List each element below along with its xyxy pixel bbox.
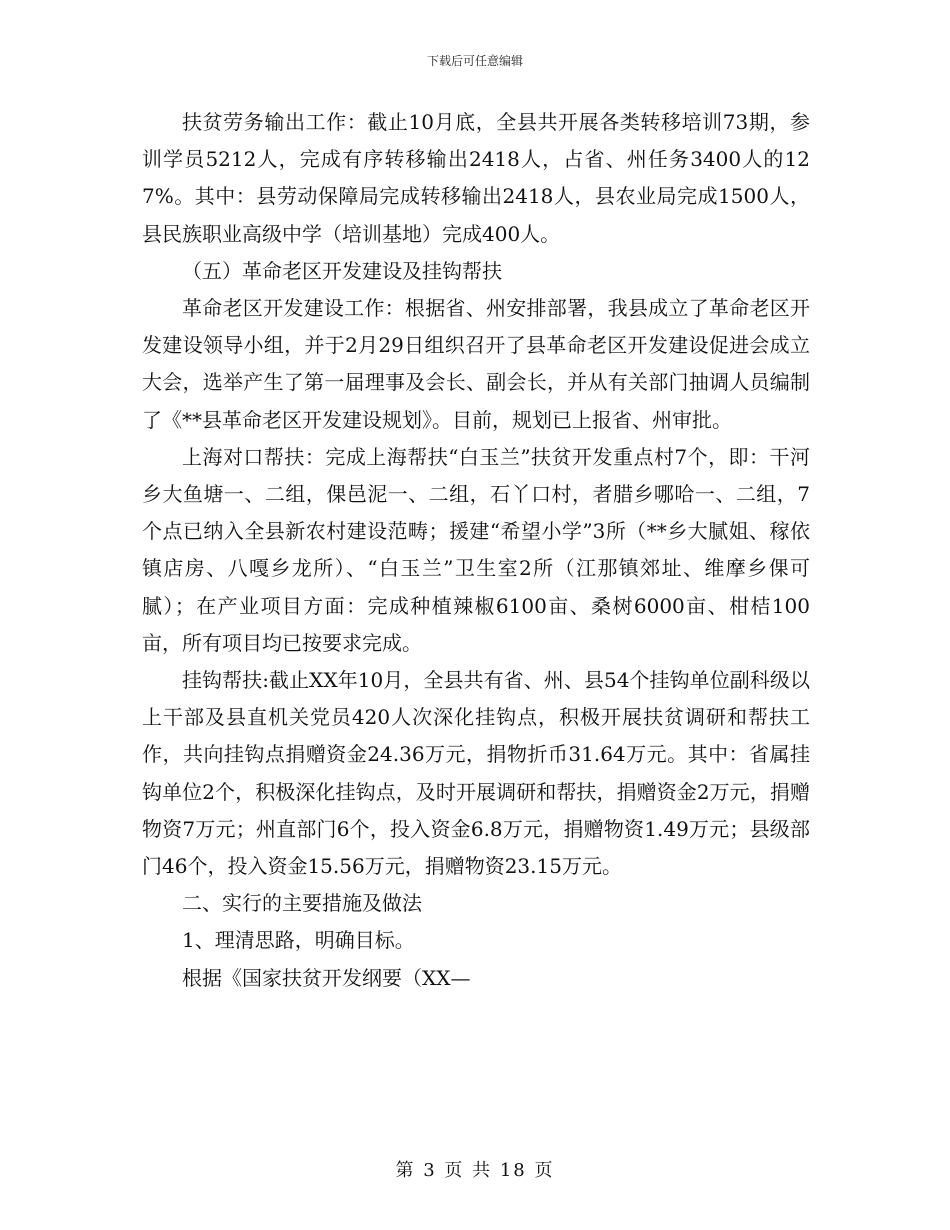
paragraph-according-to-outline: 根据《国家扶贫开发纲要（XX— [182, 965, 471, 990]
section-heading-main-measures: 二、实行的主要措施及做法 [182, 891, 422, 916]
paragraph-shanghai-assistance: 上海对口帮扶：完成上海帮扶“白玉兰”扶贫开发重点村7个，即：干河乡大鱼塘一、二组，倮邑泥一、二组，石丫口村，者腊乡哪哈一、二组，7个点已纳入全县新农村建设范畴；援建“希望小学”3所（**乡大腻姐、稼依镇店房、八嘎乡龙所）、“白玉兰”卫生室2所（江那镇郊址、维摩乡倮可腻）；在产业项目方面：完成种植辣椒6100亩、桑树6000亩、柑桔100亩，所有项目均已按要求完成。 [142, 444, 810, 655]
paragraph-labor-export: 扶贫劳务输出工作：截止10月底，全县共开展各类转移培训73期，参训学员5212人，完成有序转移输出2418人，占省、州任务3400人的127%。其中：县劳动保障局完成转移输出2418人，县农业局完成1500人，县民族职业高级中学（培训基地）完成400人。 [142, 110, 810, 246]
subheading-clarify-ideas: 1、理清思路，明确目标。 [182, 928, 415, 953]
page-number: 第 3 页 共 18 页 [395, 1160, 555, 1181]
document-body [142, 104, 810, 997]
page-header: 下载后可任意编辑 [426, 54, 523, 68]
paragraph-old-area-development: 革命老区开发建设工作：根据省、州安排部署，我县成立了革命老区开发建设领导小组，并于2月29日组织召开了县革命老区开发建设促进会成立大会，选举产生了第一届理事及会长、副会长，并从有关部门抽调人员编制了《**县革命老区开发建设规划》。目前，规划已上报省、州审批。 [142, 296, 810, 432]
section-heading-old-revolutionary-area: （五）革命老区开发建设及挂钩帮扶 [182, 258, 502, 283]
paragraph-paired-assistance: 挂钩帮扶:截止XX年10月，全县共有省、州、县54个挂钩单位副科级以上干部及县直机关党员420人次深化挂钩点，积极开展扶贫调研和帮扶工作，共向挂钩点捐赠资金24.36万元，捐物折币31.64万元。其中：省属挂钩单位2个，积极深化挂钩点，及时开展调研和帮扶，捐赠资金2万元，捐赠物资7万元；州直部门6个，投入资金6.8万元，捐赠物资1.49万元；县级部门46个，投入资金15.56万元，捐赠物资23.15万元。 [142, 668, 810, 879]
